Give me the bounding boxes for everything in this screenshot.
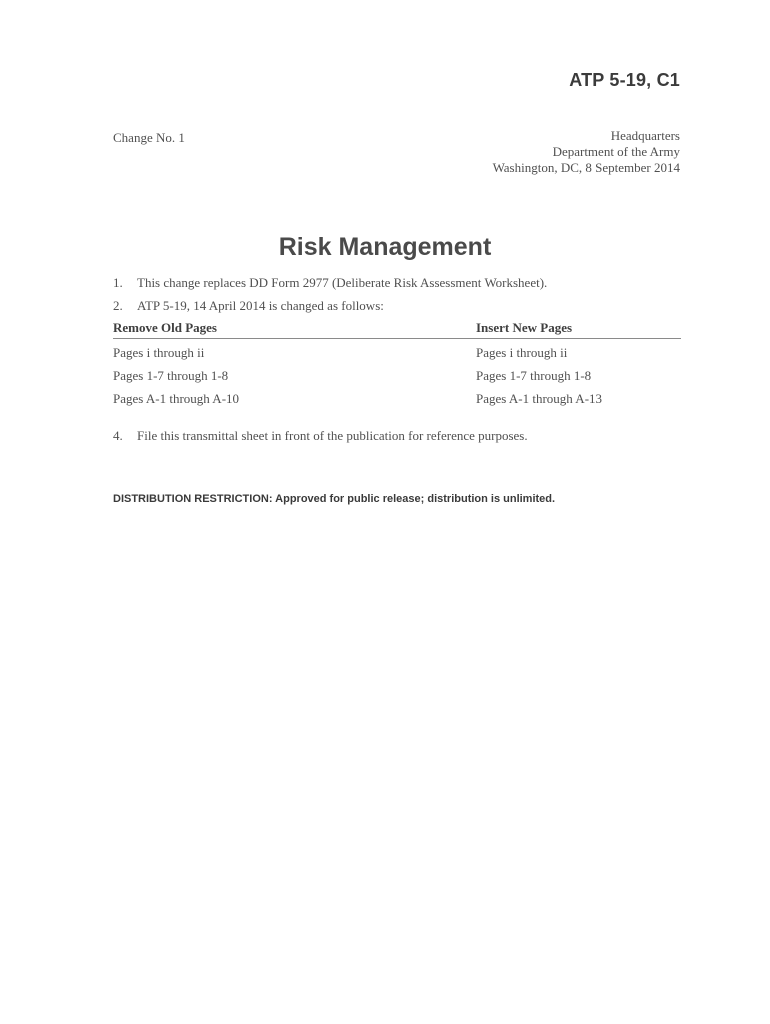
insert-pages-header: Insert New Pages [476,320,573,335]
department-line: Department of the Army [552,144,680,159]
change-number: Change No. 1 [113,130,185,145]
item-number: 1. [113,275,123,290]
insert-pages-cell: Pages i through ii [476,345,568,360]
remove-pages-cell: Pages A-1 through A-10 [113,391,240,406]
distribution-label: DISTRIBUTION RESTRICTION: [113,493,273,505]
instruction-item-4 [113,428,528,444]
table-row [113,362,681,385]
instruction-item-2 [113,298,384,314]
document-id: ATP 5-19, C1 [569,70,680,90]
headquarters-block [493,128,680,176]
item-number: 4. [113,428,123,443]
table-row [113,339,681,362]
item-text: ATP 5-19, 14 April 2014 is changed as follows: [137,298,384,313]
insert-pages-cell: Pages 1-7 through 1-8 [476,368,592,383]
headquarters-line: Headquarters [610,128,680,143]
remove-pages-header: Remove Old Pages [113,320,217,335]
distribution-text: Approved for public release; distribution is unlimited. [275,493,556,505]
location-date-line: Washington, DC, 8 September 2014 [492,160,680,175]
item-number: 2. [113,298,123,313]
table-header [113,320,681,339]
document-title: Risk Management [278,233,492,261]
item-text: This change replaces DD Form 2977 (Deliberate Risk Assessment Worksheet). [137,275,548,290]
remove-pages-cell: Pages 1-7 through 1-8 [113,368,229,383]
instruction-item-1 [113,275,547,291]
item-text: File this transmittal sheet in front of the publication for reference purposes. [137,428,528,443]
pages-change-table [113,320,681,408]
table-row [113,385,681,408]
distribution-restriction [113,493,555,505]
insert-pages-cell: Pages A-1 through A-13 [476,391,603,406]
remove-pages-cell: Pages i through ii [113,345,205,360]
